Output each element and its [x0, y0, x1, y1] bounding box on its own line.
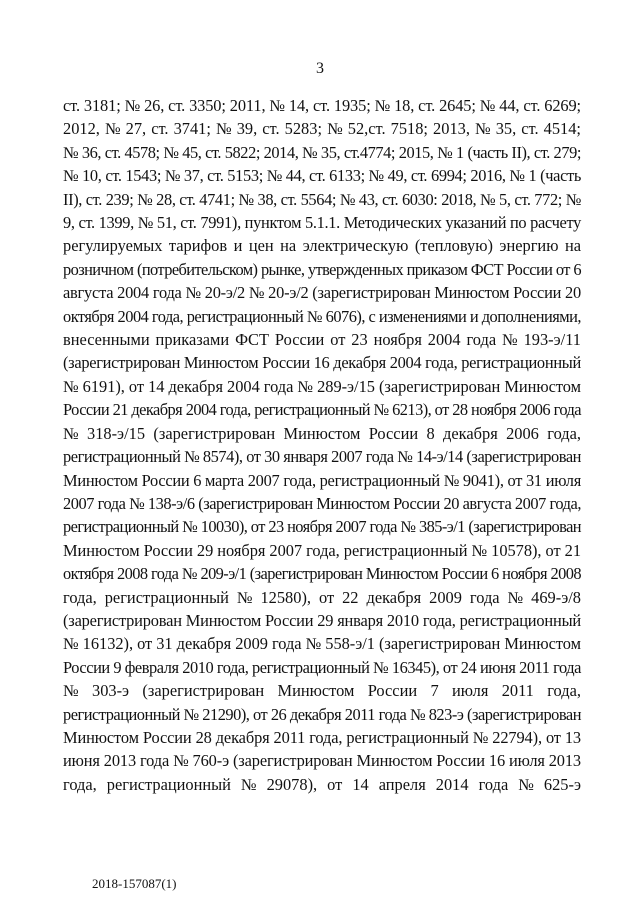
text-line: (зарегистрирован Минюстом России 16 декабря 2004 года, регистрационный [63, 353, 581, 373]
document-id: 2018-157087(1) [92, 876, 177, 891]
text-line: регистрационный № 8574), от 30 января 2007 года № 14-э/14 (зарегистрирован [63, 447, 581, 467]
text-line: года, регистрационный № 12580), от 22 декабря 2009 года № 469-э/8 [63, 587, 581, 607]
text-line: 2007 года № 138-э/6 (зарегистрирован Минюстом России 20 августа 2007 года, [63, 493, 581, 513]
text-line: № 16132), от 31 декабря 2009 года № 558-э/1 (зарегистрирован Минюстом [63, 634, 581, 654]
text-line: октября 2004 года, регистрационный № 6076), с изменениями и дополнениями, [63, 306, 581, 326]
text-line: № 36, ст. 4578; № 45, ст. 5822; 2014, № 35, ст.4774; 2015, № 1 (часть II), ст. 279; [63, 142, 581, 162]
text-line: ст. 3181; № 26, ст. 3350; 2011, № 14, ст. 1935; № 18, ст. 2645; № 44, ст. 6269; [63, 96, 581, 115]
text-line: регистрационный № 10030), от 23 ноября 2007 года № 385-э/1 (зарегистрирован [63, 517, 581, 537]
text-line: регулируемых тарифов и цен на электрическую (тепловую) энергию на [63, 236, 581, 256]
text-line: внесенными приказами ФСТ России от 23 ноября 2004 года № 193-э/11 [63, 330, 581, 350]
text-line: августа 2004 года № 20-э/2 № 20-э/2 (зарегистрирован Минюстом России 20 [63, 283, 581, 303]
text-line: № 303-э (зарегистрирован Минюстом России 7 июля 2011 года, [63, 681, 581, 701]
text-line: октября 2008 года № 209-э/1 (зарегистрирован Минюстом России 6 ноября 2008 [63, 564, 581, 584]
text-line: 9, ст. 1399, № 51, ст. 7991), пунктом 5.1.1. Методических указаний по расчету [63, 213, 581, 233]
text-line: № 6191), от 14 декабря 2004 года № 289-э/15 (зарегистрирован Минюстом [63, 376, 581, 396]
text-line: (зарегистрирован Минюстом России 29 января 2010 года, регистрационный [63, 610, 581, 630]
page-number: 3 [316, 60, 324, 77]
text-line: 2012, № 27, ст. 3741; № 39, ст. 5283; № 52,ст. 7518; 2013, № 35, ст. 4514; [63, 119, 581, 139]
text-line: № 10, ст. 1543; № 37, ст. 5153; № 44, ст. 6133; № 49, ст. 6994; 2016, № 1 (часть [63, 166, 581, 186]
text-line: Минюстом России 29 ноября 2007 года, регистрационный № 10578), от 21 [63, 540, 581, 560]
text-line: России 21 декабря 2004 года, регистрационный № 6213), от 28 ноября 2006 года [63, 400, 581, 420]
text-line: Минюстом России 6 марта 2007 года, регистрационный № 9041), от 31 июля [63, 470, 581, 490]
text-line: России 9 февраля 2010 года, регистрационный № 16345), от 24 июня 2011 года [63, 657, 581, 677]
text-line: июня 2013 года № 760-э (зарегистрирован Минюстом России 16 июля 2013 [63, 751, 581, 771]
body-text [63, 94, 581, 796]
text-line: розничном (потребительском) рынке, утвержденных приказом ФСТ России от 6 [63, 259, 581, 279]
text-line: года, регистрационный № 29078), от 14 апреля 2014 года № 625-э [63, 774, 581, 794]
text-line: Минюстом России 28 декабря 2011 года, регистрационный № 22794), от 13 [63, 727, 581, 747]
text-line: № 318-э/15 (зарегистрирован Минюстом России 8 декабря 2006 года, [63, 423, 581, 443]
text-line: регистрационный № 21290), от 26 декабря 2011 года № 823-э (зарегистрирован [63, 704, 581, 724]
text-line: II), ст. 239; № 28, ст. 4741; № 38, ст. 5564; № 43, ст. 6030: 2018, № 5, ст. 772; № [63, 189, 581, 209]
